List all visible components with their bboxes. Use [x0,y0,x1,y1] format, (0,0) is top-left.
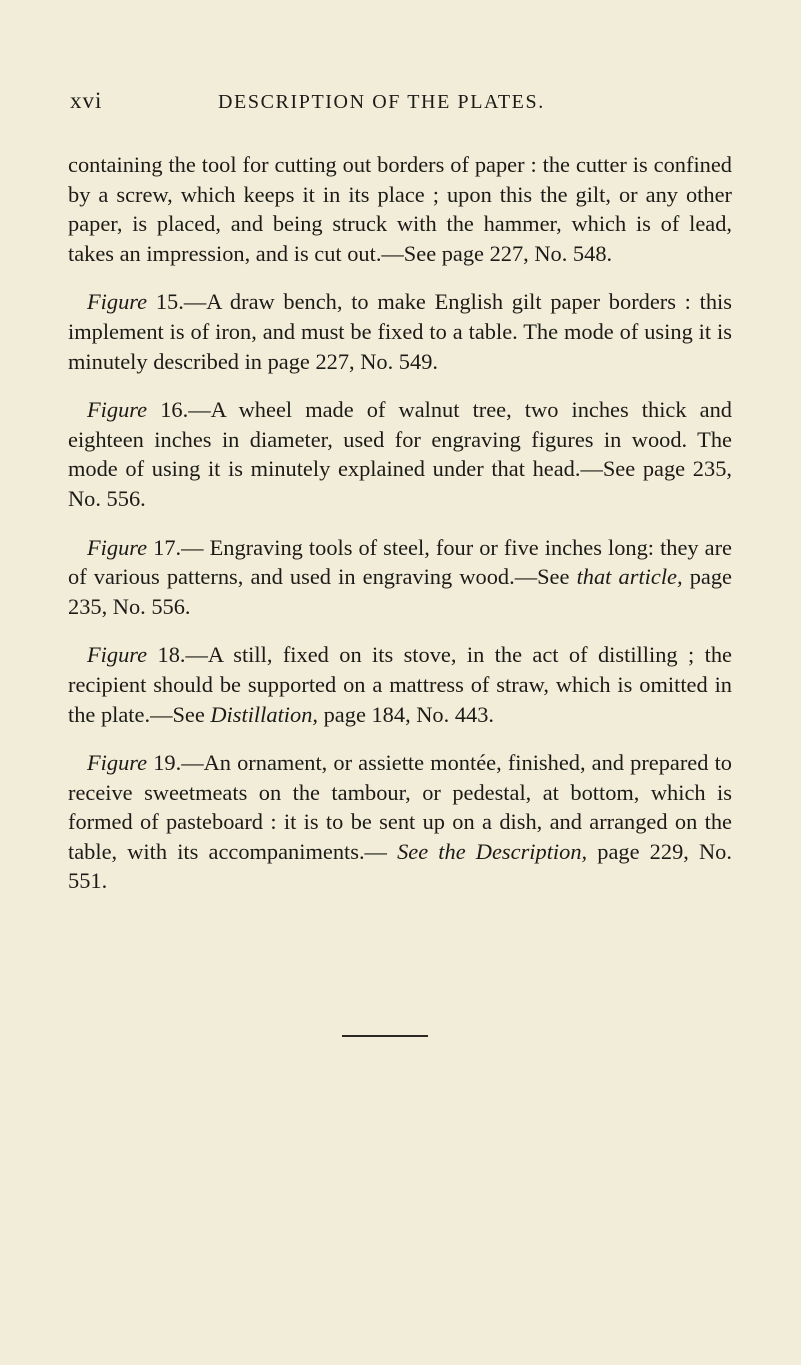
page-header [68,88,730,118]
paragraph-figure-16 [68,395,732,513]
running-title: DESCRIPTION OF THE PLATES. [218,91,545,113]
paragraph-figure-18 [68,640,732,729]
paragraph-figure-19 [68,748,732,896]
italic-reference: See the Description, [397,838,588,864]
paragraph-text: —An ornament, or assiette montée, finished, and prepared to receive sweetmeats on the tambour, or pedestal, at bottom, which is formed of pasteboard : it is to be sent up on a dish, and arranged on the table, with its accompaniments.— [68,750,732,864]
paragraph-text-end: page 184, No. 443. [318,701,495,727]
figure-label: Figure [87,750,148,776]
figure-label: Figure [87,289,148,315]
figure-label: Figure [87,397,148,423]
page-number: xvi [70,88,103,113]
italic-reference: that article, [576,564,683,590]
paragraph-text-end: page 229, No. 551. [68,838,732,894]
figure-number: 16. [160,397,189,423]
figure-label: Figure [87,534,148,560]
paragraph-text: —A still, fixed on its stove, in the act of distilling ; the recipient should be supported on a mattress of straw, which is omitted in the plate.—See [68,642,732,727]
paragraph-figure-15 [68,287,732,376]
paragraph-figure-17 [68,533,732,622]
paragraph-text: containing the tool for cutting out borders of paper : the cutter is confined by a screw, which keeps it in its place ; upon this the gilt, or any other paper, is placed, and being struck with the hammer, which is of lead, takes an impression, and is cut out.—See page 227, No. 548. [68,152,732,266]
section-end-rule [342,1035,428,1037]
italic-reference: Distillation, [210,701,319,727]
paragraph-text: — Engraving tools of steel, four or five inches long: they are of various patterns, and used in engraving wood.—See [68,534,732,590]
paragraph-continuation [68,150,732,268]
figure-number: 15. [155,289,184,315]
figure-number: 17. [153,534,182,560]
body-text [68,150,732,896]
figure-label: Figure [87,642,148,668]
figure-number: 18. [157,642,186,668]
paragraph-text: —A draw bench, to make English gilt paper borders : this implement is of iron, and must be fixed to a table. The mode of using it is minutely described in page 227, No. 549. [68,289,732,374]
paragraph-text: —A wheel made of walnut tree, two inches thick and eighteen inches in diameter, used for engraving figures in wood. The mode of using it is minutely explained under that head.—See page 235, No. 556. [68,397,732,511]
paragraph-text-end: page 235, No. 556. [68,564,733,619]
figure-number: 19. [153,750,182,776]
